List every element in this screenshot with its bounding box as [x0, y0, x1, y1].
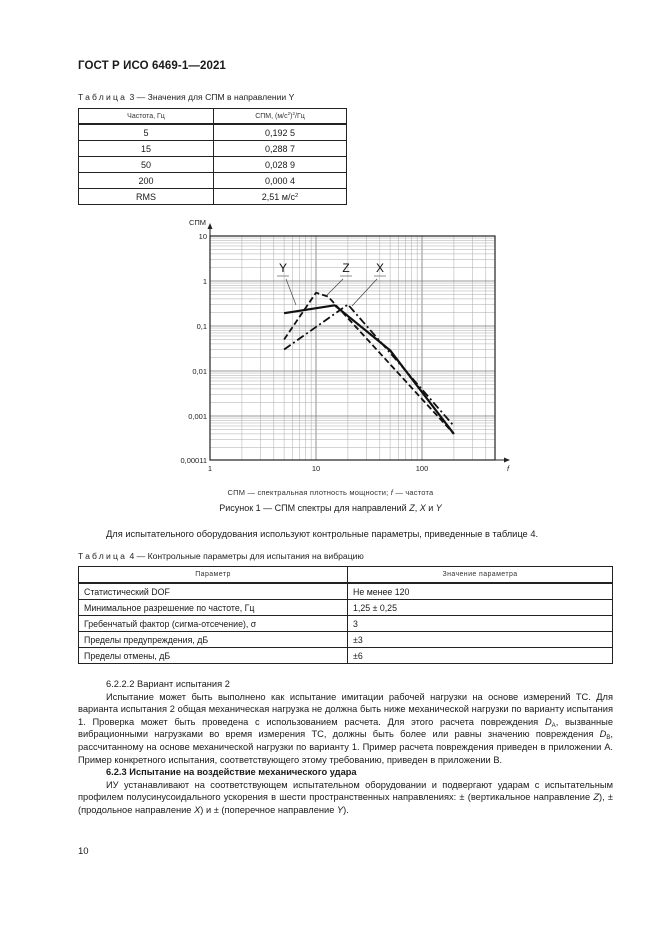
table4-header-row	[79, 567, 613, 584]
figure-title: Рисунок 1 — СПМ спектры для направлений Z, X и Y	[219, 503, 442, 513]
table4-caption	[78, 551, 364, 561]
chart-series	[284, 293, 454, 434]
cell-psd: 0,000 4	[214, 173, 347, 189]
cell-psd: 0,028 9	[214, 157, 347, 173]
cell-value: ±6	[348, 648, 613, 664]
cell-frequency: 200	[79, 173, 214, 189]
cell-rms-label: RMS	[79, 189, 214, 205]
table3-header-row	[79, 109, 347, 125]
cell-psd: 0,288 7	[214, 141, 347, 157]
svg-text:Y: Y	[278, 261, 288, 275]
table-row	[79, 124, 347, 141]
table-row	[79, 648, 613, 664]
series-z-line	[284, 293, 454, 434]
section-623-heading: 6.2.3 Испытание на воздействие механического удара	[106, 767, 357, 778]
cell-psd: 0,192 5	[214, 124, 347, 141]
table4-caption-word: Таблица	[78, 551, 128, 561]
psd-chart	[165, 210, 525, 482]
svg-text:X: X	[375, 261, 385, 275]
cell-value: Не менее 120	[348, 583, 613, 600]
table3-caption-text: 3 — Значения для СПМ в направлении Y	[127, 92, 295, 102]
table3-col-psd: СПМ, $(м/с^2)^2/Гц$	[214, 109, 347, 125]
svg-text:0,1: 0,1	[196, 322, 207, 331]
cell-parameter: Минимальное разрешение по частоте, Гц	[79, 600, 348, 616]
cell-frequency: 50	[79, 157, 214, 173]
table4-col-parameter: Параметр	[79, 567, 348, 584]
chart-axes	[208, 223, 511, 463]
section-6222-heading: 6.2.2.2 Вариант испытания 2	[106, 679, 230, 689]
cell-parameter: Гребенчатый фактор (сигма-отсечение), σ	[79, 616, 348, 632]
table-row	[79, 141, 347, 157]
svg-text:1: 1	[202, 277, 207, 286]
series-y-line	[284, 305, 454, 434]
table3-caption-word: Таблица	[78, 92, 128, 102]
table3-caption	[78, 92, 294, 102]
chart-grid	[210, 236, 495, 460]
table-row	[79, 632, 613, 648]
figure-legend: СПМ — спектральная плотность мощности; f — частота	[227, 488, 434, 497]
document-header: ГОСТ Р ИСО 6469-1—2021	[78, 60, 226, 72]
intro-paragraph: Для испытательного оборудования используют контрольные параметры, приведенные в таблице 4.	[106, 529, 539, 539]
svg-text:10: 10	[198, 232, 207, 241]
svg-text:0,001: 0,001	[188, 412, 207, 421]
table-row	[79, 600, 613, 616]
svg-text:0,00011: 0,00011	[180, 456, 207, 465]
section-623-body: ИУ устанавливают на соответствующем испытательном оборудовании и подвергают ударам с испытательным профилем полусинусоидального ускорения в шести пространственных направлениях: ± (вертикальное направление Z), ± (продольное направление X) и ± (поперечное направление Y).	[78, 779, 613, 815]
svg-text:0,01: 0,01	[192, 367, 207, 376]
svg-text:10: 10	[311, 464, 321, 473]
cell-parameter: Статистический DOF	[79, 583, 348, 600]
chart-labels	[180, 218, 510, 473]
table-row	[79, 173, 347, 189]
cell-parameter: Пределы отмены, дБ	[79, 648, 348, 664]
table-row	[79, 616, 613, 632]
table3-col-frequency: Частота, Гц	[79, 109, 214, 125]
table4-caption-text: 4 — Контрольные параметры для испытания на вибрацию	[127, 551, 364, 561]
svg-text:СПМ: СПМ	[188, 218, 206, 227]
table4	[78, 566, 613, 664]
cell-value: 3	[348, 616, 613, 632]
table-row-rms	[79, 189, 347, 205]
svg-text:Z: Z	[342, 261, 350, 275]
section-6222-body: Испытание может быть выполнено как испытание имитации рабочей нагрузки на основе измерений ТС. Для варианта испытания 2 общая механическая нагрузка не должна быть ниже механической нагрузки по варианту испытания 1. Проверка может быть проведена с использованием расчета. Для этого расчета повреждения $D_A$, вызванные вибрационными нагрузками во время измерения ТС, должны быть более или равны значению повреждения $D_B$, рассчитанному на основе механической нагрузки по варианту 1. Пример расчета повреждения приведен в приложении А. Пример конкретного испытания, соответствующего этому требованию, приведен в приложении В.	[78, 691, 613, 765]
table-row	[79, 157, 347, 173]
svg-text:1: 1	[207, 464, 213, 473]
table4-col-value: Значение параметра	[348, 567, 613, 584]
cell-parameter: Пределы предупреждения, дБ	[79, 632, 348, 648]
cell-value: ±3	[348, 632, 613, 648]
svg-text:100: 100	[415, 464, 429, 473]
series-x-line	[284, 305, 454, 427]
cell-frequency: 15	[79, 141, 214, 157]
cell-value: 1,25 ± 0,25	[348, 600, 613, 616]
cell-rms-value: 2,51 $м/с^2$	[214, 189, 347, 205]
table3	[78, 108, 347, 205]
page-number: 10	[78, 846, 89, 857]
section-6222	[78, 678, 613, 817]
cell-frequency: 5	[79, 124, 214, 141]
svg-text:f: f	[506, 464, 510, 473]
psd-chart-svg	[165, 210, 525, 482]
table-row	[79, 583, 613, 600]
